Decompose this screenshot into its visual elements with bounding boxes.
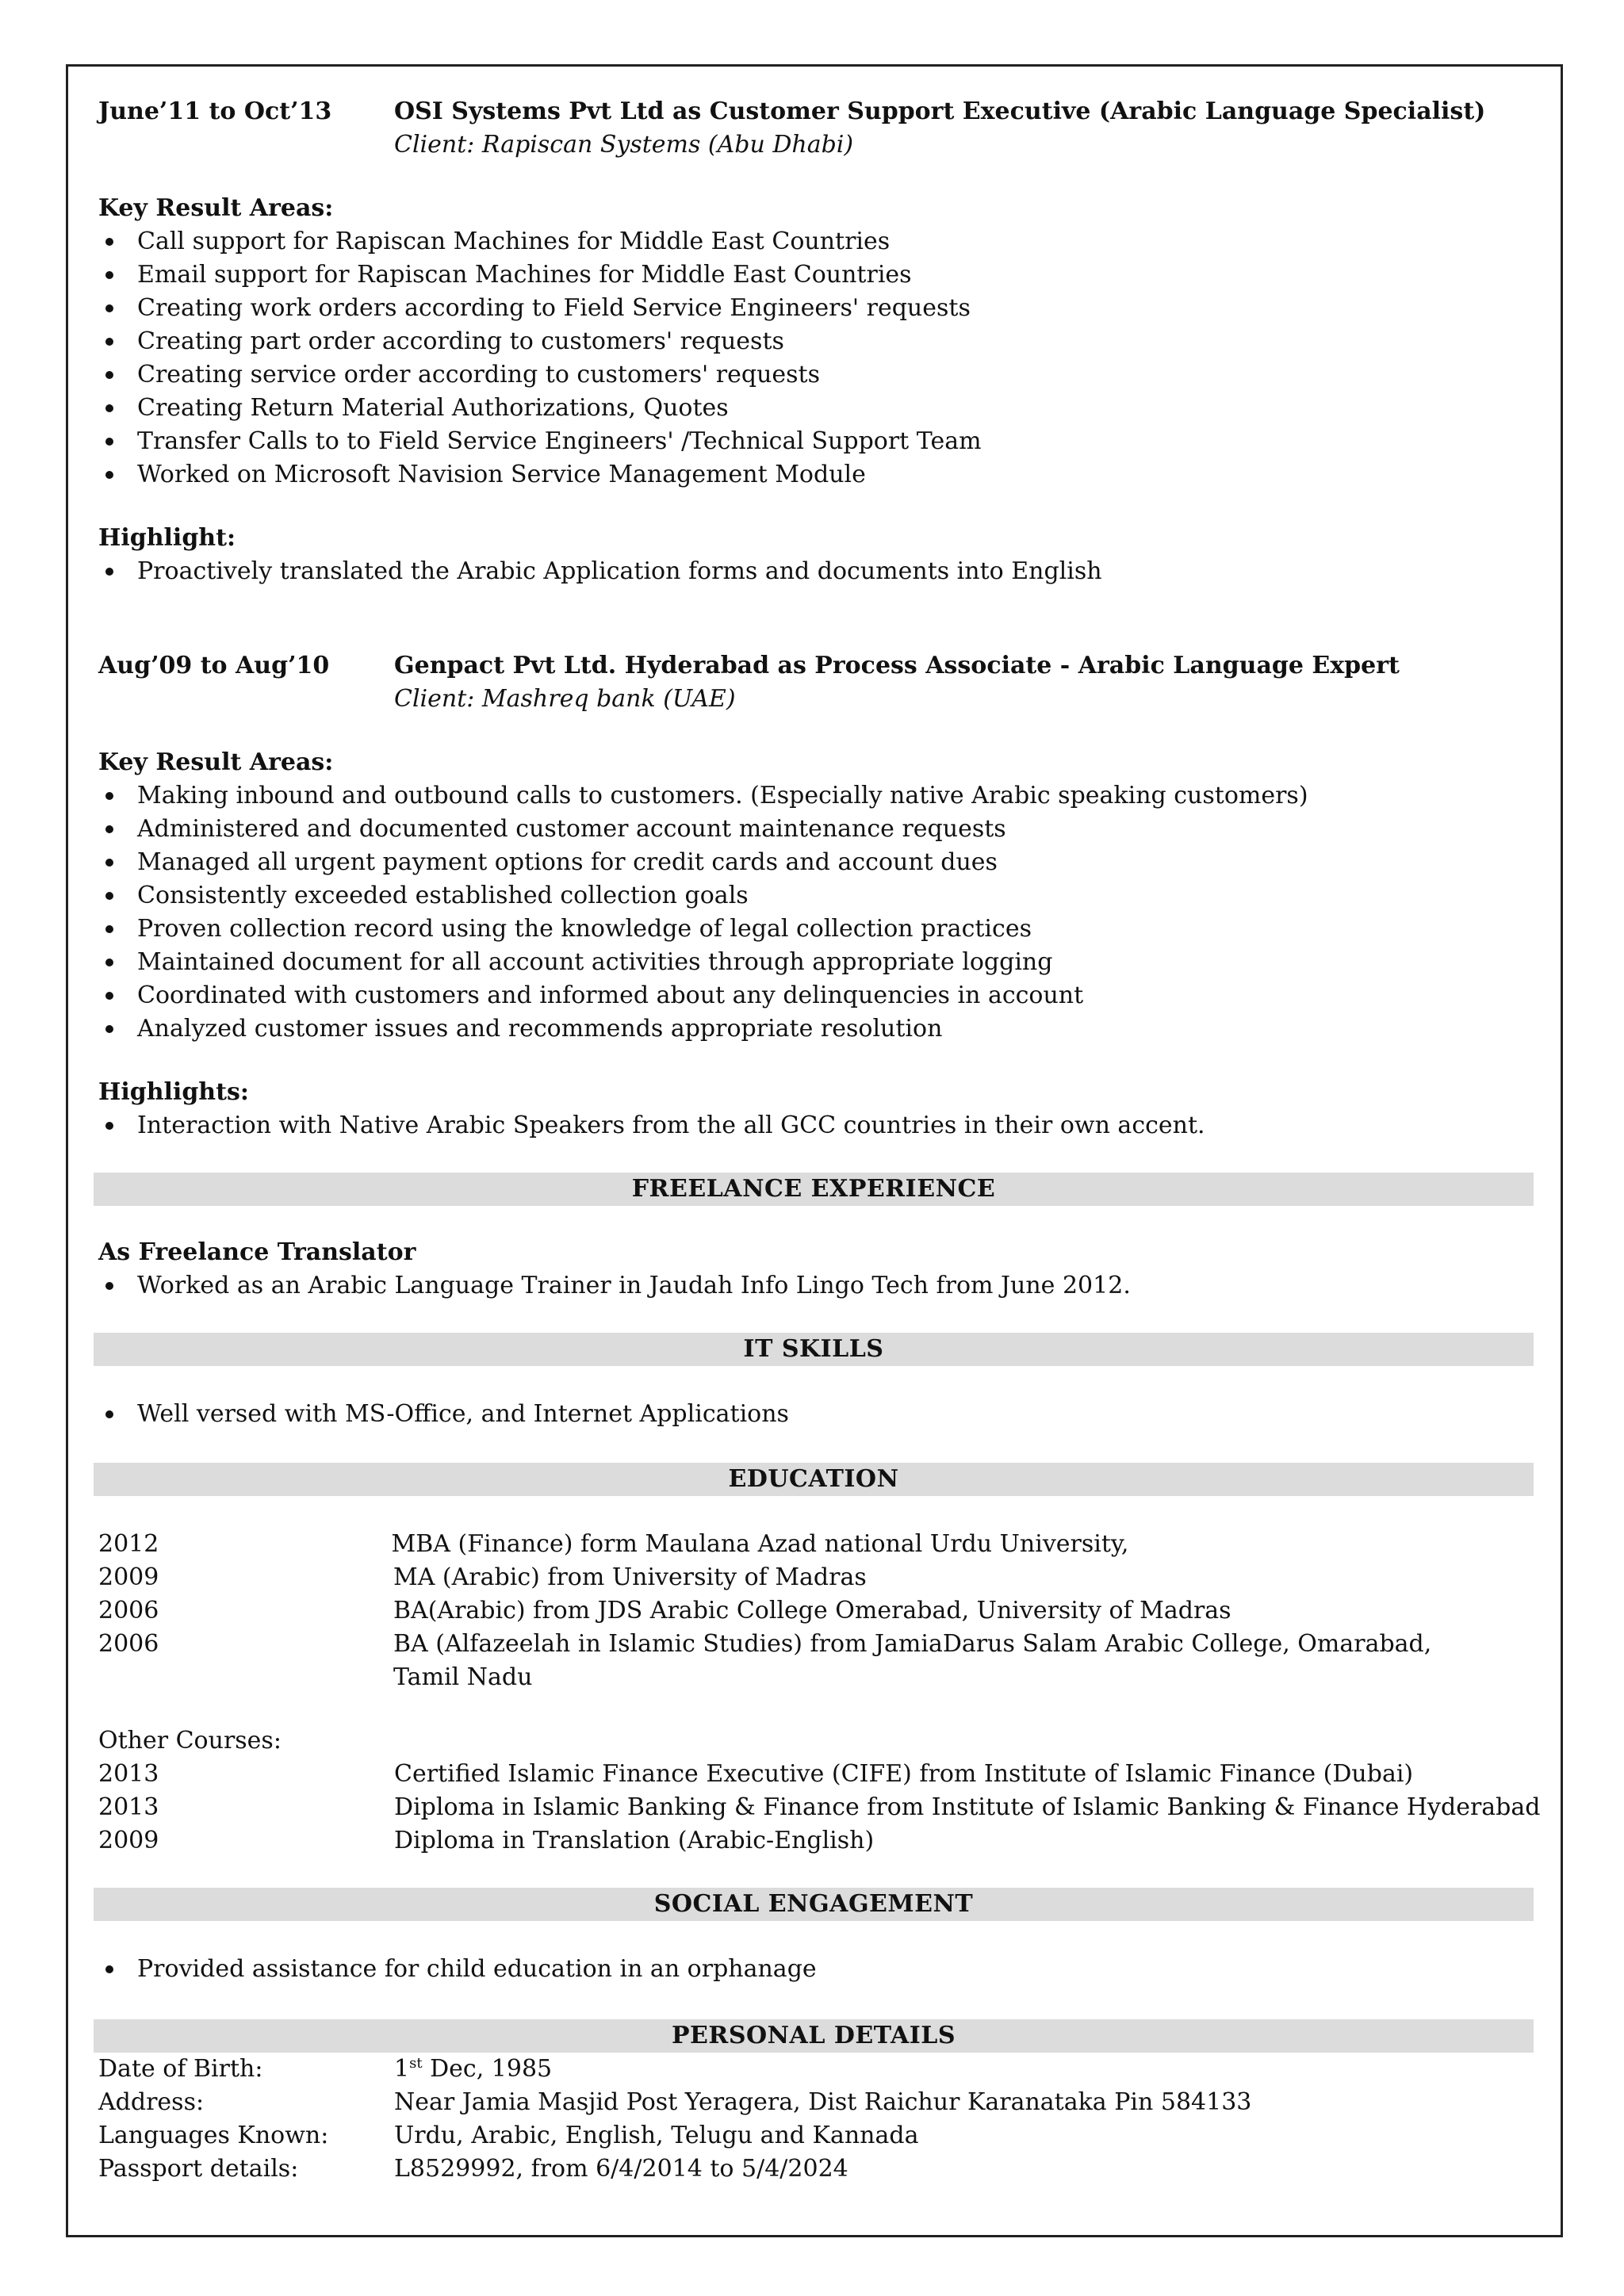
list-item: Provided assistance for child education in an orphanage [98, 1953, 1538, 1986]
education-row [98, 1561, 1538, 1594]
list-item: Managed all urgent payment options for credit cards and account dues [98, 846, 1538, 879]
list-item: Worked on Microsoft Navision Service Management Module [98, 458, 1538, 492]
list-item: Making inbound and outbound calls to customers. (Especially native Arabic speaking customers) [98, 779, 1538, 813]
course-row [98, 1824, 1538, 1858]
list-item: Analyzed customer issues and recommends appropriate resolution [98, 1012, 1538, 1046]
personal-row-languages [98, 2119, 1538, 2152]
list-item: Administered and documented customer account maintenance requests [98, 813, 1538, 846]
section-header-education: EDUCATION [94, 1463, 1534, 1496]
list-item: Email support for Rapiscan Machines for Middle East Countries [98, 258, 1538, 292]
job-client: Client: Rapiscan Systems (Abu Dhabi) [394, 131, 854, 159]
list-item: Worked as an Arabic Language Trainer in Jaudah Info Lingo Tech from June 2012. [98, 1269, 1538, 1303]
course-row [98, 1791, 1541, 1824]
address-value: Near Jamia Masjid Post Yeragera, Dist Raichur Karanataka Pin 584133 [394, 2088, 1252, 2116]
other-courses-label: Other Courses: [98, 1727, 282, 1755]
education-text: MBA (Finance) form Maulana Azad national Urdu University, [384, 1530, 1129, 1558]
highlight-list [98, 1109, 1538, 1142]
highlight-heading: Highlight: [98, 524, 236, 552]
list-item: Proven collection record using the knowledge of legal collection practices [98, 913, 1538, 946]
education-row [98, 1594, 1538, 1628]
dob-rest: Dec, 1985 [422, 2055, 553, 2083]
kra-list [98, 225, 1538, 492]
it-skills-list [98, 1398, 1538, 1431]
list-item: Maintained document for all account activities through appropriate logging [98, 946, 1538, 979]
course-text: Diploma in Islamic Banking & Finance from Institute of Islamic Banking & Finance Hyderabad [394, 1793, 1541, 1821]
job-title: OSI Systems Pvt Ltd as Customer Support Executive (Arabic Language Specialist) [394, 98, 1486, 125]
list-item: Proactively translated the Arabic Application forms and documents into English [98, 555, 1538, 588]
freelance-list [98, 1269, 1538, 1303]
section-header-it-skills: IT SKILLS [94, 1333, 1534, 1366]
education-text: BA(Arabic) from JDS Arabic College Omerabad, University of Madras [393, 1597, 1231, 1624]
education-year: 2006 [98, 1597, 159, 1624]
course-year: 2013 [98, 1793, 159, 1821]
education-year: 2012 [98, 1530, 159, 1558]
personal-row-passport [98, 2152, 1538, 2186]
education-year: 2009 [98, 1563, 159, 1591]
education-row [98, 1528, 1538, 1561]
section-header-personal: PERSONAL DETAILS [94, 2019, 1534, 2053]
list-item: Coordinated with customers and informed about any delinquencies in account [98, 979, 1538, 1012]
job-title: Genpact Pvt Ltd. Hyderabad as Process Associate - Arabic Language Expert [394, 652, 1400, 679]
personal-row-address [98, 2086, 1538, 2119]
job-header [98, 649, 1538, 683]
kra-heading: Key Result Areas: [98, 194, 334, 222]
course-year: 2009 [98, 1827, 159, 1854]
resume-page [98, 95, 1541, 2186]
languages-label: Languages Known: [98, 2122, 329, 2149]
job-header [98, 95, 1538, 128]
job-dates: Aug’09 to Aug’10 [98, 652, 330, 679]
list-item: Creating service order according to customers' requests [98, 358, 1538, 392]
list-item: Creating Return Material Authorizations, Quotes [98, 392, 1538, 425]
list-item: Consistently exceeded established collection goals [98, 879, 1538, 913]
course-year: 2013 [98, 1760, 159, 1788]
highlight-list [98, 555, 1538, 588]
list-item: Creating work orders according to Field Service Engineers' requests [98, 292, 1538, 325]
dob-day: 1 [394, 2055, 410, 2083]
course-row [98, 1758, 1538, 1791]
job-dates: June’11 to Oct’13 [98, 98, 332, 125]
list-item: Interaction with Native Arabic Speakers from the all GCC countries in their own accent. [98, 1109, 1538, 1142]
personal-row-dob [98, 2053, 1538, 2086]
education-row [98, 1628, 1538, 1694]
list-item: Call support for Rapiscan Machines for Middle East Countries [98, 225, 1538, 258]
freelance-subheading: As Freelance Translator [98, 1238, 416, 1266]
social-list [98, 1953, 1538, 1986]
languages-value: Urdu, Arabic, English, Telugu and Kannada [394, 2122, 919, 2149]
passport-value: L8529992, from 6/4/2014 to 5/4/2024 [394, 2155, 848, 2183]
job-client: Client: Mashreq bank (UAE) [394, 685, 736, 713]
education-text: BA (Alfazeelah in Islamic Studies) from JamiaDarus Salam Arabic College, Omarabad, Tamil Nadu [393, 1630, 1432, 1691]
kra-heading: Key Result Areas: [98, 748, 334, 776]
course-text: Diploma in Translation (Arabic-English) [394, 1827, 875, 1854]
dob-value [394, 2053, 1538, 2086]
highlight-heading: Highlights: [98, 1078, 249, 1106]
list-item: Well versed with MS-Office, and Internet Applications [98, 1398, 1538, 1431]
dob-label: Date of Birth: [98, 2055, 263, 2083]
kra-list [98, 779, 1538, 1046]
list-item: Transfer Calls to to Field Service Engineers' /Technical Support Team [98, 425, 1538, 458]
address-label: Address: [98, 2088, 205, 2116]
education-text: MA (Arabic) from University of Madras [393, 1563, 867, 1591]
list-item: Creating part order according to customers' requests [98, 325, 1538, 358]
section-header-freelance: FREELANCE EXPERIENCE [94, 1173, 1534, 1206]
education-year: 2006 [98, 1630, 159, 1658]
dob-suffix: st [409, 2055, 423, 2072]
passport-label: Passport details: [98, 2155, 299, 2183]
section-header-social: SOCIAL ENGAGEMENT [94, 1888, 1534, 1921]
course-text: Certified Islamic Finance Executive (CIFE) from Institute of Islamic Finance (Dubai) [394, 1760, 1414, 1788]
